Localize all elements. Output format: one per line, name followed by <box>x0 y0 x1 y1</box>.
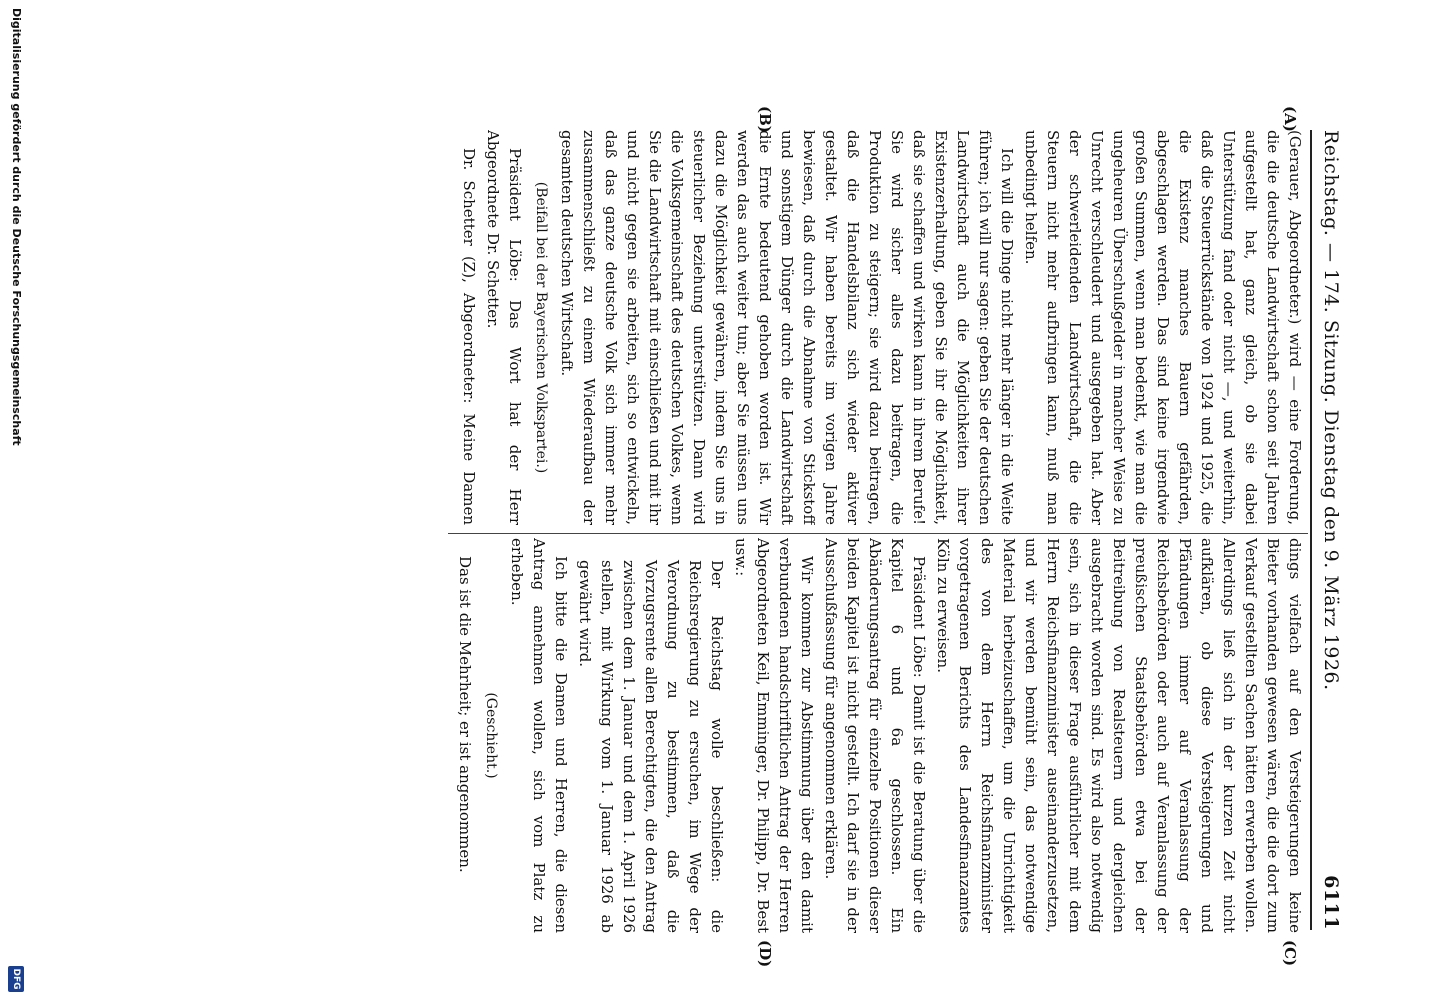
paragraph: Ich will die Dinge nicht mehr länger in die Weite führen; ich will nur sagen: geben Sie der deutschen Landwirtschaft auch die Möglichkeiten ihrer Existenzerhaltung, geben Sie ihr die Möglichkeit, daß sie schaffen und wirken kann in ihrem Berufe! Sie wird sicher alles dazu beitragen, die Produktion zu steigern; sie wird dazu beitragen, daß die Handelsbilanz sich wieder aktiver gestaltet. Wir haben bereits im vorigen Jahre bewiesen, daß durch die Abnahme von Stickstoff und sonstigem Dünger durch die Landwirtschaft die Ernte bedeutend gehoben worden ist. Wir werden das auch weiter tun; aber Sie müssen uns dazu die Möglichkeit gewähren, indem Sie uns in steuerlicher Beziehung unterstützen. Dann wird die Volksgemeinschaft des deutschen Volkes, wenn Sie die Landwirtschaft mit einschließen und mit ihr und nicht gegen sie arbeiten, sich so entwickeln, daß das ganze deutsche Volk sich immer mehr zusammenschließt zu einem Wiederaufbau der gesamten deutschen Wirtschaft. <box>558 130 1016 525</box>
margin-marker-b: (B) <box>756 106 774 133</box>
interjection: (Beifall bei der Bayerischen Volkspartei.) <box>533 181 549 474</box>
speaker-paragraph: Dr. Schetter (Z), Abgeordneter: Meine Damen <box>460 148 478 525</box>
running-header <box>1316 130 1346 930</box>
dfg-logo-icon: DFG <box>8 966 24 992</box>
paragraph: dings vielfach auf den Versteigerungen keine Bieter vorhanden gewesen wären, die die dort zum Verkauf gestellten Sachen hätten erwerben wollen. Allerdings ließ sich in der kurzen Zeit nicht aufklären, ob diese Versteigerungen und Pfändungen immer auf Veranlassung der Reichsbehörden oder auch auf Veranlassung der preußischen Staatsbehörden etwa bei der Beitreibung von Realsteuern und dergleichen ausgebracht worden sind. Es wird also notwendig sein, sich in dieser Frage ausführlicher mit dem Herrn Reichsfinanzminister auseinanderzusetzen, und wir werden bemüht sein, das notwendige Material herbeizuschaffen, um die Unrichtigkeit des von dem Herrn Reichsfinanzminister vorgetragenen Berichts des Landesfinanzamtes Köln zu erweisen. <box>934 538 1304 933</box>
margin-marker-a: (A) <box>1281 106 1299 132</box>
paragraph: (Gerauer, Abgeordneter.) wird — eine Forderung, die die deutsche Landwirtschaft schon seit Jahren aufgestellt hat, ganz gleich, ob sie dabei Unterstützung fand oder nicht —, und weiterhin, daß die Steuerrückstände von 1924 und 1925, die die Existenz manches Bauern gefährden, abgeschlagen werden. Das sind keine irgendwie großen Summen, wenn man bedenkt, wie man die ungeheuren Überschußgelder in mancher Weise zu Unrecht verschleudert und ausgegeben hat. Aber der schwerleidenden Landwirtschaft, die die Steuern nicht mehr aufbringen kann, muß man unbedingt helfen. <box>1022 130 1304 525</box>
credit-text: Digitalisierung gefördert durch die Deutsche Forschungsgemeinschaft <box>10 8 23 446</box>
margin-marker-d: (D) <box>756 940 774 968</box>
speaker-paragraph: Präsident Löbe: Das Wort hat der Herr Abgeordnete Dr. Schetter. <box>484 130 524 525</box>
running-title: Reichstag. — 174. Sitzung. Dienstag den 9. März 1926. <box>1320 130 1342 691</box>
left-column <box>456 130 1306 525</box>
paragraph: Wir kommen zur Abstimmung über den damit verbundenen handschriftlichen Antrag der Herren Abgeordneten Keil, Emminger, Dr. Philipp, Dr. Best usw.: <box>732 538 816 933</box>
interjection: (Geschieht.) <box>483 692 499 779</box>
speaker-paragraph: Präsident Löbe: Damit ist die Beratung über die Kapitel 6 und 6a geschlossen. Ein Abänderungsantrag für einzelne Positionen dieser beiden Kapitel ist nicht gestellt. Ich darf sie in der Ausschußfassung für angenommen erklären. <box>822 538 928 933</box>
paragraph: Ich bitte die Damen und Herren, die diesen Antrag annehmen wollen, sich vom Platz zu erheben. <box>508 538 570 933</box>
header-rule <box>1310 130 1312 930</box>
page-number: 6111 <box>1320 875 1342 930</box>
right-column <box>456 538 1306 933</box>
digitization-credit <box>4 0 26 1000</box>
margin-marker-c: (C) <box>1281 940 1299 967</box>
column-divider <box>448 533 1308 534</box>
motion-text: Der Reichstag wolle beschließen: die Reichsregierung zu ersuchen, im Wege der Verordnung zu bestimmen, daß die Vorzugsrente allen Berechtigten, die den Antrag zwischen dem 1. Januar und dem 1. April 1926 stellen, mit Wirkung vom 1. Januar 1926 ab gewährt wird. <box>576 560 726 933</box>
paragraph: Das ist die Mehrheit; er ist angenommen. <box>456 556 474 873</box>
